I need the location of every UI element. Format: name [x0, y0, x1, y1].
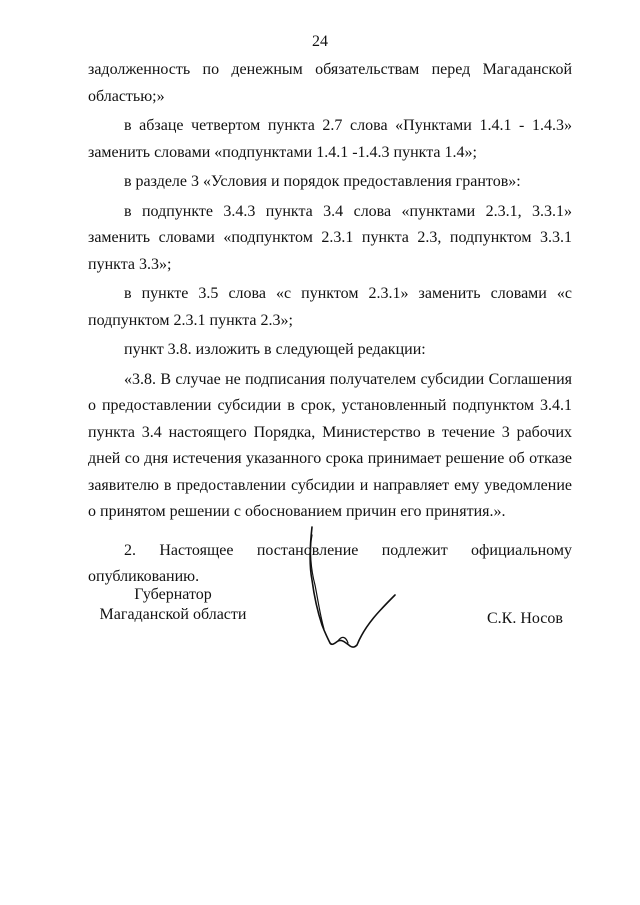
signatory-title — [88, 585, 258, 625]
paragraph-clause-3-8-text: «3.8. В случае не подписания получателем субсидии Соглашения о предоставлении субсидии в срок, установленный подпунктом 3.4.1 пункта 3.4 настоящего Порядка, Министерство в течение 3 рабочих дней со дня истечения указанного срока принимает решение об отказе заявителю в предоставлении субсидии и направляет ему уведомление о принятом решении с обоснованием причин его принятия.». — [88, 370, 572, 520]
paragraph-publication: 2. Настоящее постановление подлежит официальному опубликованию. — [88, 541, 572, 585]
signatory-title-line2: Магаданской области — [99, 606, 247, 623]
signatory-title-line1: Губернатор — [134, 586, 212, 603]
paragraph-section-3: в разделе 3 «Условия и порядок предоставления грантов»: — [124, 173, 521, 190]
handwritten-signature — [300, 525, 410, 665]
paragraph-debt-continuation: задолженность по денежным обязательствам перед Магаданской областью;» — [88, 61, 572, 105]
paragraph-clause-3-5: в пункте 3.5 слова «с пунктом 2.3.1» заменить словами «с подпунктом 2.3.1 пункта 2.3»; — [88, 285, 572, 329]
document-body — [88, 57, 572, 591]
page-number: 24 — [312, 33, 328, 50]
paragraph-subclause-3-4-3: в подпункте 3.4.3 пункта 3.4 слова «пунктами 2.3.1, 3.3.1» заменить словами «подпунктом 2.3.1 пункта 2.3, подпунктом 3.3.1 пункта 3.3»; — [88, 202, 572, 273]
signatory-name: С.К. Носов — [487, 610, 563, 627]
paragraph-clause-2-7: в абзаце четвертом пункта 2.7 слова «Пунктами 1.4.1 - 1.4.3» заменить словами «подпунктами 1.4.1 -1.4.3 пункта 1.4»; — [88, 117, 572, 161]
paragraph-clause-3-8-intro: пункт 3.8. изложить в следующей редакции: — [124, 341, 426, 358]
